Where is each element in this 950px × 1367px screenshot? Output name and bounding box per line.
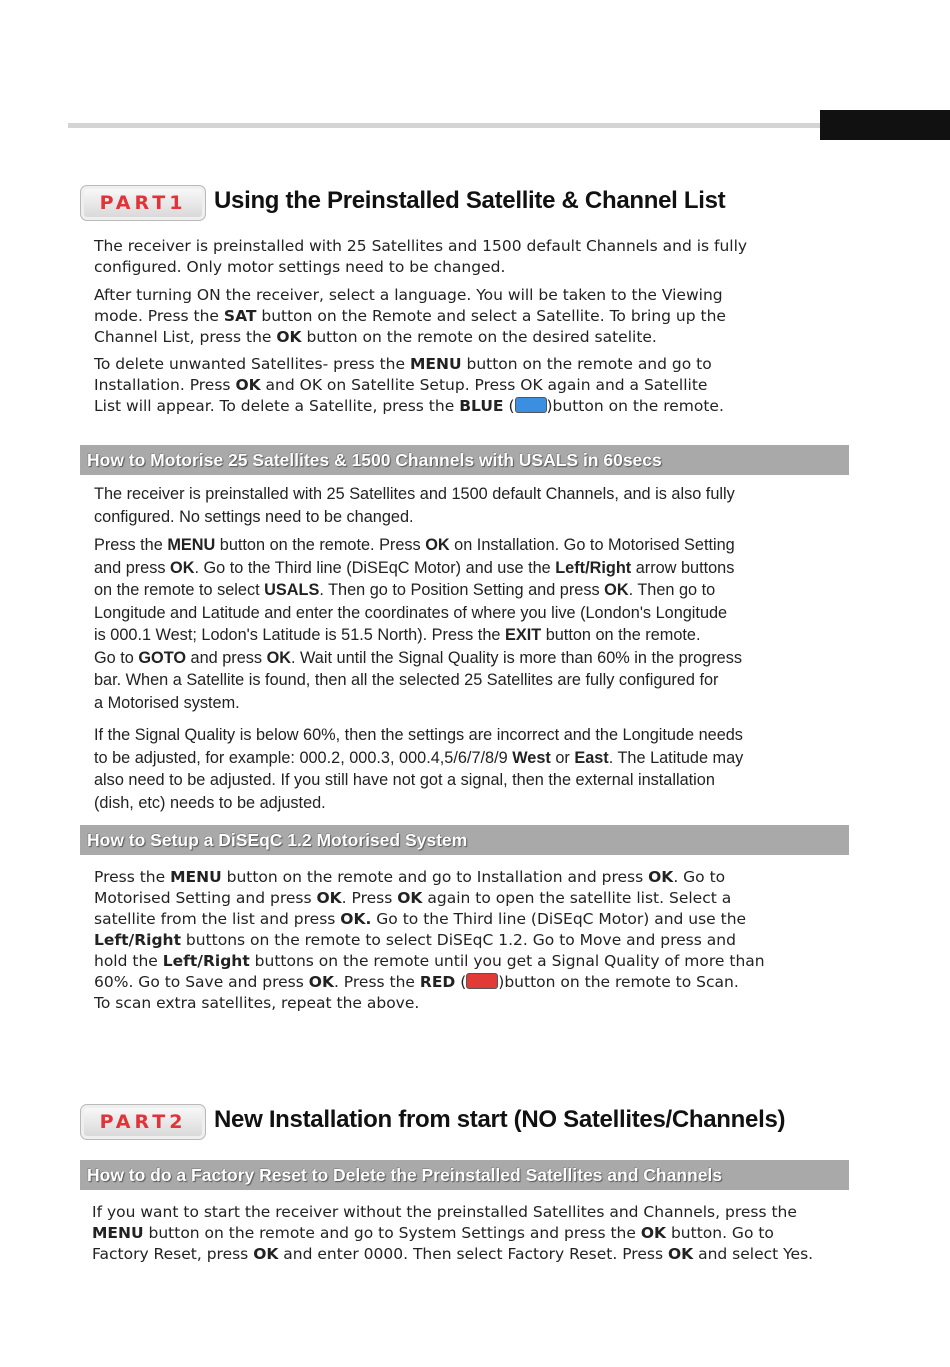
bold-term: MENU [167, 536, 216, 554]
text-line: List will appear. To delete a Satellite, press the BLUE ( )button on the remote. [94, 397, 724, 415]
bold-term: OK [266, 648, 291, 667]
text-line: and press OK. Go to the Third line (DiSEqC Motor) and use the Left/Right arrow buttons [94, 558, 735, 577]
text-line: The receiver is preinstalled with 25 Satellites and 1500 default Channels, and is also fully [94, 485, 735, 503]
part1-paragraph-3 [94, 354, 854, 417]
header-tab [820, 110, 950, 140]
text-line: (dish, etc) needs to be adjusted. [94, 793, 326, 812]
text-line: to be adjusted, for example: 000.2, 000.3, 000.4,5/6/7/8/9 West or East. The Latitude may [94, 748, 744, 767]
text-line: mode. Press the SAT button on the Remote and select a Satellite. To bring up the [94, 307, 726, 325]
part1-header [80, 185, 900, 221]
text-line: Motorised Setting and press OK. Press OK again to open the satellite list. Select a [94, 889, 732, 907]
part2-header [80, 1104, 900, 1140]
section-diseqc-title: How to Setup a DiSEqC 1.2 Motorised System [80, 825, 849, 855]
bold-term: Left/Right [162, 952, 250, 970]
bold-term: OK [235, 376, 261, 394]
text-line: Factory Reset, press OK and enter 0000. Then select Factory Reset. Press OK and select Yes. [92, 1245, 814, 1263]
bold-term: USALS [264, 581, 320, 599]
part2-badge: PART2 [80, 1104, 206, 1140]
text-line: Left/Right buttons on the remote to select DiSEqC 1.2. Go to Move and press and [94, 931, 736, 949]
text-line: Longitude and Latitude and enter the coordinates of where you live (London's Longitude [94, 603, 728, 622]
bold-term: OK [316, 889, 342, 907]
part2-title: New Installation from start (NO Satellites/Channels) [214, 1106, 786, 1133]
text-line: Installation. Press OK and OK on Satellite Setup. Press OK again and a Satellite [94, 376, 708, 394]
bold-term: OK [640, 1224, 667, 1242]
text-line: The receiver is preinstalled with 25 Satellites and 1500 default Channels and is fully [94, 237, 748, 255]
part1-title: Using the Preinstalled Satellite & Channel List [214, 187, 726, 214]
text-line: To delete unwanted Satellites- press the MENU button on the remote and go to [94, 355, 712, 373]
text-line: MENU button on the remote and go to System Settings and press the OK button. Go to [92, 1224, 774, 1242]
bold-term: MENU [409, 355, 462, 373]
part1-paragraph-2 [94, 285, 854, 348]
text-line: also need to be adjusted. If you still have not got a signal, then the external installation [94, 771, 715, 789]
text-line: After turning ON the receiver, select a language. You will be taken to the Viewing [94, 286, 723, 304]
bold-term: OK [170, 558, 195, 577]
bold-term: OK [397, 889, 423, 907]
section-reset-title: How to do a Factory Reset to Delete the Preinstalled Satellites and Channels [80, 1160, 849, 1190]
header-rule [68, 123, 820, 128]
bold-term: MENU [170, 868, 222, 886]
text-line: hold the Left/Right buttons on the remote until you get a Signal Quality of more than [94, 952, 765, 970]
text-line: Press the MENU button on the remote. Press OK on Installation. Go to Motorised Setting [94, 536, 735, 554]
text-line: is 000.1 West; Lodon's Latitude is 51.5 North). Press the EXIT button on the remote. [94, 626, 701, 644]
diseqc-paragraph-1 [94, 867, 854, 1014]
bold-term: RED [419, 973, 456, 991]
bold-term: SAT [223, 307, 257, 325]
usals-paragraph-3 [94, 724, 854, 814]
bold-term: OK [425, 536, 450, 554]
bold-term: OK [667, 1245, 694, 1263]
text-line: configured. No settings need to be changed. [94, 507, 414, 526]
reset-paragraph-1 [92, 1202, 852, 1265]
bold-term: East [574, 748, 609, 767]
text-line: on the remote to select USALS. Then go to Position Setting and press OK. Then go to [94, 581, 716, 599]
text-line: bar. When a Satellite is found, then all the selected 25 Satellites are fully configured for [94, 671, 719, 689]
bold-term: GOTO [138, 648, 187, 667]
bold-term: OK [648, 868, 674, 886]
text-line: satellite from the list and press OK. Go to the Third line (DiSEqC Motor) and use the [94, 910, 747, 928]
text-line: Go to GOTO and press OK. Wait until the Signal Quality is more than 60% in the progress [94, 648, 742, 667]
bold-term: OK. [340, 910, 372, 928]
section-usals-title: How to Motorise 25 Satellites & 1500 Channels with USALS in 60secs [80, 445, 849, 475]
text-line: To scan extra satellites, repeat the above. [94, 994, 420, 1012]
bold-term: OK [276, 328, 302, 346]
text-line: Press the MENU button on the remote and go to Installation and press OK. Go to [94, 868, 726, 886]
text-line: configured. Only motor settings need to be changed. [94, 258, 506, 276]
bold-term: MENU [92, 1224, 144, 1242]
blue-button-icon [515, 397, 547, 413]
text-line: If you want to start the receiver without the preinstalled Satellites and Channels, press the [92, 1203, 797, 1221]
part1-badge: PART1 [80, 185, 206, 221]
bold-term: BLUE [459, 397, 504, 415]
bold-term: Left/Right [555, 558, 632, 577]
bold-term: OK [308, 973, 334, 991]
text-line: a Motorised system. [94, 693, 240, 712]
bold-term: OK [253, 1245, 279, 1263]
text-line: 60%. Go to Save and press OK. Press the RED ( )button on the remote to Scan. [94, 973, 739, 991]
text-line: Channel List, press the OK button on the remote on the desired satelite. [94, 328, 657, 346]
bold-term: OK [604, 581, 629, 599]
text-line: If the Signal Quality is below 60%, then the settings are incorrect and the Longitude needs [94, 726, 743, 744]
bold-term: EXIT [504, 626, 542, 644]
usals-paragraph-2 [94, 534, 854, 714]
usals-paragraph-1 [94, 483, 854, 528]
bold-term: Left/Right [94, 931, 181, 949]
part1-paragraph-1 [94, 236, 854, 278]
red-button-icon [466, 973, 498, 989]
bold-term: West [512, 748, 551, 767]
